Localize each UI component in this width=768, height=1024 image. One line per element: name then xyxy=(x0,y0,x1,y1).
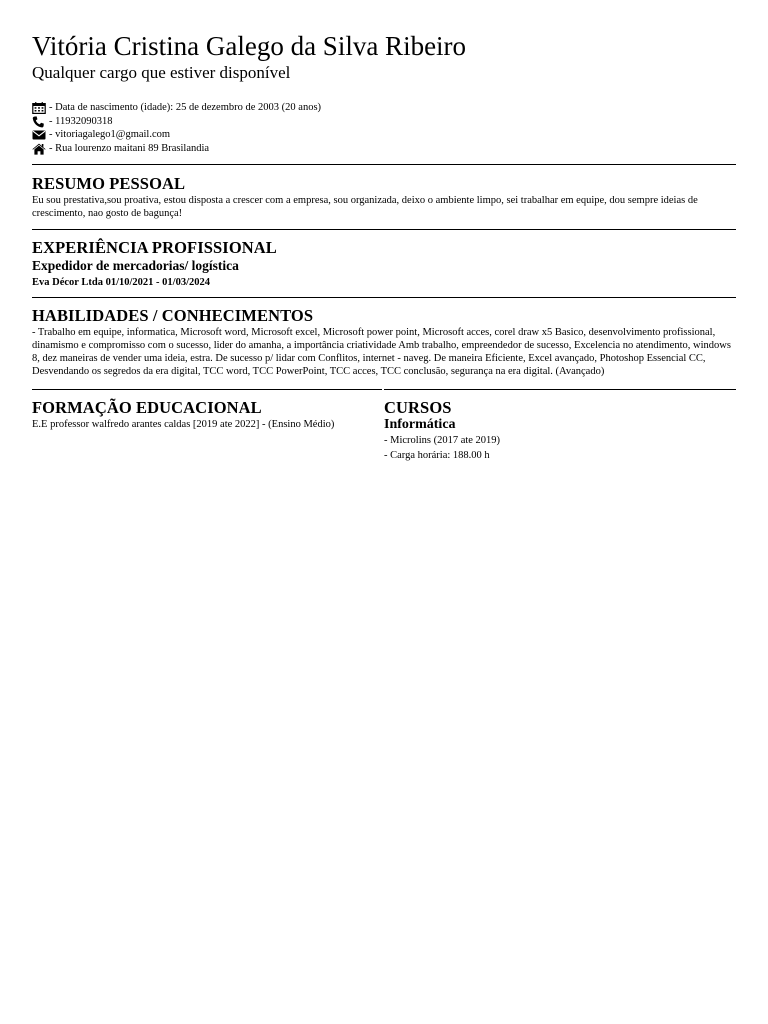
contact-phone xyxy=(32,115,321,129)
contact-info xyxy=(32,101,321,156)
skills-heading: HABILIDADES / CONHECIMENTOS xyxy=(32,306,314,325)
skills-text: - Trabalho em equipe, informatica, Microsoft word, Microsoft excel, Microsoft power point, Microsoft acces, corel draw x5 Basico, desenvolvimento profissional, dinamismo e compromisso com o sucesso, lider do amanha, a importância criatividade Amb trabalho, empreendedor de sucesso, Excelencia no atendimento, windows 8, dez maneiras de vender uma ideia, estra. De sucesso p/ lidar com Conflitos, internet - naveg. De maneira Eficiente, Excel avançado, Photoshop Essencial CC, Desvendando os segredos da era digital, TCC word, TCC PowerPoint, TCC acces, TCC conclusão, segurança na era digital. (Avançado) xyxy=(32,327,731,377)
summary-heading: RESUMO PESSOAL xyxy=(32,174,186,193)
candidate-name: Vitória Cristina Galego da Silva Ribeiro xyxy=(32,31,467,61)
job-company-dates: Eva Décor Ltda 01/10/2021 - 01/03/2024 xyxy=(32,277,211,288)
course-hours: - Carga horária: 188.00 h xyxy=(384,450,490,461)
course-name: Informática xyxy=(384,417,456,432)
divider xyxy=(32,164,736,165)
contact-email xyxy=(32,128,321,142)
course-institution: - Microlins (2017 ate 2019) xyxy=(384,435,501,446)
contact-address xyxy=(32,142,321,156)
job-title: Expedidor de mercadorias/ logística xyxy=(32,258,239,273)
courses-heading: CURSOS xyxy=(384,398,452,417)
divider xyxy=(32,389,382,390)
divider xyxy=(384,389,736,390)
contact-birth xyxy=(32,101,321,115)
education-text: E.E professor walfredo arantes caldas [2019 ate 2022] - (Ensino Médio) xyxy=(32,419,335,430)
divider xyxy=(32,297,736,298)
education-heading: FORMAÇÃO EDUCACIONAL xyxy=(32,398,262,417)
email-text: - vitoriagalego1@gmail.com xyxy=(49,129,171,141)
envelope-icon xyxy=(32,129,46,141)
birth-text: - Data de nascimento (idade): 25 de dezembro de 2003 (20 anos) xyxy=(49,102,322,113)
address-text: - Rua lourenzo maitani 89 Brasilandia xyxy=(49,143,210,155)
phone-icon xyxy=(32,116,46,128)
phone-text: - 11932090318 xyxy=(49,115,113,127)
experience-heading: EXPERIÊNCIA PROFISSIONAL xyxy=(32,238,277,257)
divider xyxy=(32,229,736,230)
career-objective: Qualquer cargo que estiver disponível xyxy=(32,63,291,82)
home-icon xyxy=(32,143,46,155)
summary-text: Eu sou prestativa,sou proativa, estou disposta a crescer com a empresa, sou organizada, deixo o ambiente limpo, sei trabalhar em equipe, dou sempre ideias de crescimento, nao gosto de bagunça! xyxy=(32,195,698,219)
calendar-icon xyxy=(32,102,46,114)
